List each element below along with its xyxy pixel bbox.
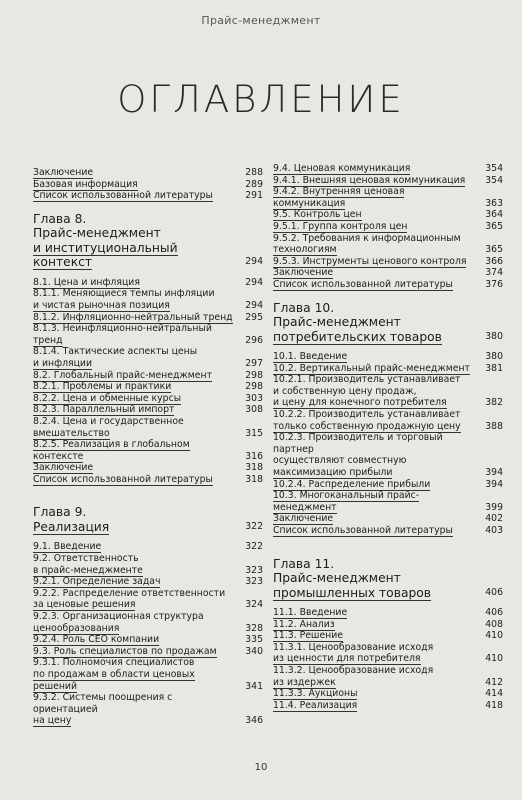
toc-entry-title: и чистая рыночная позиция bbox=[33, 299, 170, 311]
toc-entry bbox=[33, 565, 263, 577]
toc-entry-title: 8.2.2. Цена и обменные курсы bbox=[33, 392, 182, 404]
page-ref: 288 bbox=[245, 167, 263, 178]
toc-entry-title: 11.2. Анализ bbox=[273, 618, 335, 630]
toc-entry-title: 8.2.4. Цена и государственное bbox=[33, 415, 184, 427]
toc-entry bbox=[33, 300, 263, 312]
toc-entry bbox=[33, 190, 263, 202]
chapter-heading bbox=[273, 571, 503, 586]
toc-entry bbox=[273, 256, 503, 268]
toc-entry bbox=[33, 346, 263, 358]
page-ref: 308 bbox=[245, 404, 263, 416]
toc-entry bbox=[273, 619, 503, 631]
chapter-heading bbox=[273, 557, 503, 572]
toc-entry bbox=[273, 163, 503, 175]
toc-entry-title: осуществляют совместную bbox=[273, 455, 407, 467]
toc-entry-title: на цену bbox=[33, 715, 72, 727]
page-ref: 298 bbox=[245, 369, 263, 381]
page-ref: 388 bbox=[485, 420, 503, 432]
page-ref: 341 bbox=[245, 680, 263, 692]
toc-entry-title: Заключение bbox=[33, 462, 94, 474]
chapter-heading bbox=[273, 330, 503, 345]
toc-entry-title: 8.1.4. Тактические аспекты цены bbox=[33, 346, 198, 358]
page-ref: 382 bbox=[485, 397, 503, 409]
toc-entry bbox=[273, 525, 503, 537]
toc-entry-title: 10.2. Вертикальный прайс-менеджмент bbox=[273, 362, 470, 374]
toc-entry-title: 8.1. Цена и инфляция bbox=[33, 276, 140, 288]
toc-entry bbox=[273, 513, 503, 525]
page-ref: 418 bbox=[485, 699, 503, 711]
toc-entry-title: 9.3. Роль специалистов по продажам bbox=[33, 645, 217, 657]
chapter-heading-text: Прайс-менеджмент bbox=[273, 315, 401, 330]
page-ref: 406 bbox=[485, 586, 503, 598]
page-ref: 322 bbox=[245, 520, 263, 532]
toc-entry bbox=[33, 358, 263, 370]
toc-entry-title: за ценовые решения bbox=[33, 599, 136, 611]
toc-entry bbox=[33, 312, 263, 324]
toc-entry bbox=[33, 553, 263, 565]
toc-entry-title: 11.1. Введение bbox=[273, 607, 348, 619]
toc-entry-title: 8.1.3. Неинфляционно-нейтральный bbox=[33, 323, 212, 335]
toc-entry bbox=[273, 279, 503, 291]
toc-right-column bbox=[273, 163, 503, 711]
toc-entry bbox=[273, 630, 503, 642]
page-ref: 294 bbox=[245, 276, 263, 288]
page-ref: 335 bbox=[245, 634, 263, 646]
toc-entry-title: 9.5.1. Группа контроля цен bbox=[273, 220, 408, 232]
toc-entry bbox=[33, 646, 263, 658]
toc-entry-title: 9.5.2. Требования к информационным bbox=[273, 232, 461, 244]
spacer bbox=[273, 547, 503, 557]
toc-entry bbox=[273, 665, 503, 677]
chapter-heading bbox=[273, 315, 503, 330]
toc-entry bbox=[273, 221, 503, 233]
toc-entry-title: по продажам в области ценовых решений bbox=[33, 669, 195, 692]
toc-entry-title: 9.4.1. Внешняя ценовая коммуникация bbox=[273, 174, 466, 186]
toc-entry-title: Список использованной литературы bbox=[33, 190, 213, 202]
toc-entry bbox=[33, 370, 263, 382]
page-ref: 323 bbox=[245, 576, 263, 588]
chapter-heading bbox=[33, 241, 263, 270]
page-ref: 346 bbox=[245, 715, 263, 727]
toc-entry bbox=[273, 432, 503, 455]
toc-entry bbox=[273, 233, 503, 245]
toc-entry-title: 9.2.2. Распределение ответственности bbox=[33, 587, 226, 599]
toc-entry-title: 11.3. Решение bbox=[273, 630, 344, 642]
toc-entry-title: и цену для конечного потребителя bbox=[273, 397, 447, 409]
chapter-heading bbox=[33, 226, 263, 241]
toc-entry-title: Заключение bbox=[273, 513, 334, 525]
toc-entry-title: 9.5. Контроль цен bbox=[273, 209, 362, 221]
toc-entry bbox=[33, 323, 263, 335]
spacer bbox=[33, 485, 263, 495]
toc-entry-title: 9.2.4. Роль CEO компании bbox=[33, 634, 160, 646]
toc-entry-title: 8.2. Глобальный прайс-менеджмент bbox=[33, 369, 213, 381]
page-ref: 318 bbox=[245, 462, 263, 474]
toc-entry bbox=[273, 677, 503, 689]
toc-entry-title: Заключение bbox=[273, 267, 334, 279]
toc-entry-title: Список использованной литературы bbox=[33, 473, 213, 485]
spacer bbox=[33, 495, 263, 505]
toc-entry bbox=[273, 642, 503, 654]
toc-entry bbox=[273, 688, 503, 700]
toc-entry-title: Список использованной литературы bbox=[273, 278, 453, 290]
toc-entry-title: 10.2.1. Производитель устанавливает bbox=[273, 374, 461, 386]
toc-entry bbox=[33, 576, 263, 588]
toc-entry-title: 10.3. Многоканальный прайс-менеджмент bbox=[273, 490, 420, 513]
page-ref: 364 bbox=[485, 209, 503, 221]
page-ref: 296 bbox=[245, 334, 263, 346]
toc-entry bbox=[273, 397, 503, 409]
toc-entry bbox=[273, 653, 503, 665]
page-ref: 354 bbox=[485, 174, 503, 186]
toc-entry bbox=[33, 474, 263, 486]
page-ref: 380 bbox=[485, 351, 503, 363]
chapter-heading-text: потребительских товаров bbox=[273, 329, 442, 344]
spacer bbox=[273, 344, 503, 351]
toc-entry-title: 9.2. Ответственность bbox=[33, 553, 139, 565]
page-ref: 380 bbox=[485, 330, 503, 342]
page-ref: 289 bbox=[245, 178, 263, 190]
page-ref: 410 bbox=[485, 630, 503, 642]
toc-entry bbox=[273, 455, 503, 467]
toc-entry bbox=[273, 267, 503, 279]
chapter-heading-text: Глава 9. bbox=[33, 505, 87, 520]
page-ref: 402 bbox=[485, 513, 503, 525]
toc-entry bbox=[273, 175, 503, 187]
page-ref: 316 bbox=[245, 450, 263, 462]
toc-entry-title: 8.2.1. Проблемы и практики bbox=[33, 381, 172, 393]
toc-entry bbox=[273, 386, 503, 398]
page-ref: 303 bbox=[245, 392, 263, 404]
toc-entry bbox=[33, 669, 263, 692]
toc-entry-title: ценообразования bbox=[33, 622, 120, 634]
chapter-heading-text: Прайс-менеджмент bbox=[33, 226, 161, 241]
toc-entry bbox=[33, 381, 263, 393]
page-ref: 394 bbox=[485, 478, 503, 490]
toc-entry-title: тренд bbox=[33, 334, 63, 346]
toc-entry-title: вмешательство bbox=[33, 427, 110, 439]
page-ref: 376 bbox=[485, 278, 503, 290]
toc-entry bbox=[273, 209, 503, 221]
toc-entry bbox=[273, 700, 503, 712]
running-head: Прайс-менеджмент bbox=[201, 14, 321, 27]
toc-entry bbox=[273, 186, 503, 209]
chapter-heading bbox=[33, 212, 263, 227]
page-ref: 294 bbox=[245, 256, 263, 268]
toc-entry-title: 10.2.4. Распределение прибыли bbox=[273, 478, 431, 490]
toc-entry bbox=[273, 467, 503, 479]
page-ref: 399 bbox=[485, 501, 503, 513]
toc-entry bbox=[33, 541, 263, 553]
toc-entry-title: максимизацию прибыли bbox=[273, 466, 393, 478]
page-ref: 406 bbox=[485, 607, 503, 619]
chapter-heading-text: Глава 10. bbox=[273, 300, 335, 315]
page-ref: 324 bbox=[245, 599, 263, 611]
page-number: 10 bbox=[254, 762, 268, 773]
toc-entry bbox=[33, 715, 263, 727]
toc-entry bbox=[273, 607, 503, 619]
toc-entry-title: только собственную продажную цену bbox=[273, 420, 461, 432]
toc-entry-title: 10.2.2. Производитель устанавливает bbox=[273, 409, 461, 420]
chapter-heading bbox=[33, 520, 263, 535]
page-ref: 291 bbox=[245, 190, 263, 202]
spacer bbox=[273, 537, 503, 547]
spacer bbox=[33, 202, 263, 212]
toc-entry-title: из издержек bbox=[273, 676, 336, 688]
chapter-heading-text: Глава 11. bbox=[273, 556, 335, 571]
toc-left-column bbox=[33, 167, 263, 727]
page-ref: 403 bbox=[485, 524, 503, 536]
spacer bbox=[33, 534, 263, 541]
toc-entry-title: 9.4. Ценовая коммуникация bbox=[273, 163, 411, 174]
spacer bbox=[273, 600, 503, 607]
toc-entry bbox=[33, 335, 263, 347]
toc-entry bbox=[33, 611, 263, 623]
page-ref: 381 bbox=[485, 362, 503, 374]
toc-entry-title: 9.3.1. Полномочия специалистов bbox=[33, 657, 195, 669]
page-ref: 366 bbox=[485, 255, 503, 267]
toc-entry bbox=[273, 479, 503, 491]
page-ref: 410 bbox=[485, 653, 503, 665]
page-ref: 315 bbox=[245, 427, 263, 439]
spacer bbox=[33, 270, 263, 277]
toc-entry bbox=[33, 657, 263, 669]
page-ref: 365 bbox=[485, 244, 503, 256]
toc-entry-title: 10.2.3. Производитель и торговый партнер bbox=[273, 432, 443, 455]
page-ref: 298 bbox=[245, 381, 263, 393]
page-ref: 414 bbox=[485, 688, 503, 700]
toc-entry bbox=[33, 588, 263, 600]
chapter-heading bbox=[273, 586, 503, 601]
toc-entry-title: 9.2.3. Организационная структура bbox=[33, 611, 204, 623]
page-ref: 374 bbox=[485, 267, 503, 279]
toc-entry bbox=[33, 179, 263, 191]
page-ref: 323 bbox=[245, 564, 263, 576]
toc-entry-title: 8.1.2. Инфляционно-нейтральный тренд bbox=[33, 311, 233, 323]
toc-entry bbox=[273, 374, 503, 386]
toc-entry bbox=[33, 393, 263, 405]
toc-entry bbox=[33, 623, 263, 635]
toc-entry bbox=[273, 351, 503, 363]
toc-entry bbox=[273, 409, 503, 421]
chapter-heading-text: Реализация bbox=[33, 519, 110, 534]
toc-entry bbox=[33, 428, 263, 440]
toc-entry bbox=[273, 490, 503, 513]
page-ref: 328 bbox=[245, 622, 263, 634]
toc-entry-title: 9.1. Введение bbox=[33, 541, 102, 553]
toc-entry-title: 8.2.3. Параллельный импорт bbox=[33, 404, 175, 416]
page-title: ОГЛАВЛЕНИЕ bbox=[117, 78, 405, 121]
toc-entry bbox=[273, 244, 503, 256]
chapter-heading bbox=[33, 505, 263, 520]
toc-entry-title: Базовая информация bbox=[33, 178, 138, 190]
toc-entry bbox=[33, 404, 263, 416]
chapter-heading-text: промышленных товаров bbox=[273, 585, 432, 600]
toc-entry-title: из ценности для потребителя bbox=[273, 653, 421, 665]
toc-entry-title: 9.4.2. Внутренняя ценовая коммуникация bbox=[273, 186, 405, 209]
toc-entry-title: Список использованной литературы bbox=[273, 524, 453, 536]
toc-entry-title: 11.3.3. Аукционы bbox=[273, 688, 358, 700]
toc-entry bbox=[33, 277, 263, 289]
toc-entry-title: и инфляции bbox=[33, 357, 93, 369]
toc-entry-title: 9.2.1. Определение задач bbox=[33, 576, 161, 588]
toc-entry-title: 9.3.2. Системы поощрения с ориентацией bbox=[33, 692, 173, 715]
chapter-heading-text: и институциональный контекст bbox=[33, 240, 178, 270]
toc-entry-title: Заключение bbox=[33, 167, 94, 178]
toc-entry-title: 11.3.2. Ценообразование исходя bbox=[273, 665, 434, 676]
spacer bbox=[273, 291, 503, 301]
toc-entry-title: в прайс-менеджменте bbox=[33, 564, 143, 576]
page-ref: 297 bbox=[245, 357, 263, 369]
page-ref: 365 bbox=[485, 220, 503, 232]
toc-entry bbox=[33, 692, 263, 715]
page-ref: 408 bbox=[485, 618, 503, 630]
toc-entry-title: 8.2.5. Реализация в глобальном контексте bbox=[33, 439, 190, 462]
toc-entry-title: и собственную цену продаж, bbox=[273, 385, 417, 397]
page-ref: 294 bbox=[245, 299, 263, 311]
toc-entry bbox=[33, 167, 263, 179]
toc-entry bbox=[273, 363, 503, 375]
toc-entry bbox=[33, 288, 263, 300]
page-ref: 295 bbox=[245, 311, 263, 323]
page-ref: 363 bbox=[485, 197, 503, 209]
toc-entry bbox=[33, 439, 263, 462]
toc-entry-title: 11.4. Реализация bbox=[273, 699, 358, 711]
page-ref: 412 bbox=[485, 676, 503, 688]
toc-entry-title: 9.5.3. Инструменты ценового контроля bbox=[273, 255, 467, 267]
toc-entry bbox=[33, 634, 263, 646]
page-ref: 318 bbox=[245, 473, 263, 485]
page-ref: 340 bbox=[245, 645, 263, 657]
chapter-heading bbox=[273, 301, 503, 316]
chapter-heading-text: Прайс-менеджмент bbox=[273, 571, 401, 586]
toc-entry bbox=[33, 416, 263, 428]
page-ref: 354 bbox=[485, 163, 503, 174]
page-ref: 394 bbox=[485, 466, 503, 478]
chapter-heading-text: Глава 8. bbox=[33, 211, 87, 226]
toc-entry-title: 8.1.1. Меняющиеся темпы инфляции bbox=[33, 288, 215, 300]
toc-entry-title: 11.3.1. Ценообразование исходя bbox=[273, 641, 434, 653]
toc-entry-title: 10.1. Введение bbox=[273, 351, 348, 363]
toc-entry bbox=[33, 599, 263, 611]
toc-entry bbox=[33, 462, 263, 474]
toc-entry bbox=[273, 421, 503, 433]
toc-entry-title: технологиям bbox=[273, 244, 337, 256]
page-ref: 322 bbox=[245, 541, 263, 553]
